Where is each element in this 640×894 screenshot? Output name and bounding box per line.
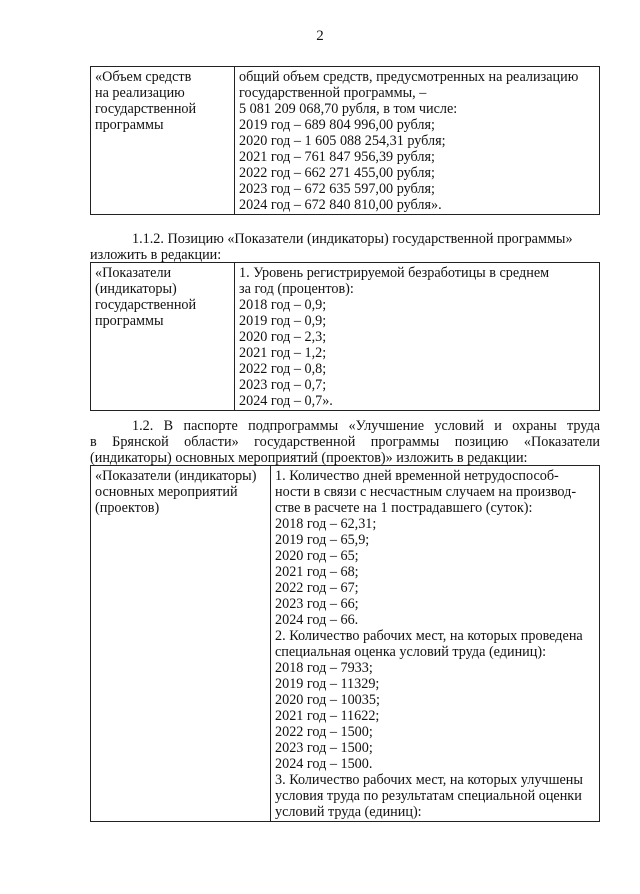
indicators-value-line: 2024 год – 0,7».: [239, 393, 333, 409]
page-number: 2: [316, 28, 324, 44]
funding-value-line: 2023 год – 672 635 597,00 рубля;: [239, 181, 435, 197]
subprogram-value-line: 2018 год – 62,31;: [275, 516, 377, 532]
subprogram-value-line: 2019 год – 65,9;: [275, 532, 370, 548]
funding-label-line: программы: [95, 117, 164, 133]
indicators-row: [91, 263, 600, 411]
indicators-label-line: «Показатели: [95, 265, 172, 281]
paragraph-line: изложить в редакции:: [90, 247, 222, 263]
subprogram-value-line: 2021 год – 68;: [275, 564, 359, 580]
indicators-label-line: программы: [95, 313, 164, 329]
subprogram-value-line: 2023 год – 1500;: [275, 740, 373, 756]
subprogram-indicators-table: [90, 465, 600, 822]
funding-value-line: 2020 год – 1 605 088 254,31 рубля;: [239, 133, 446, 149]
indicators-value-line: 2019 год – 0,9;: [239, 313, 327, 329]
subprogram-value-line: специальная оценка условий труда (единиц):: [275, 644, 547, 660]
subprogram-value-line: 2022 год – 67;: [275, 580, 359, 596]
funding-label-line: на реализацию: [95, 85, 185, 101]
subprogram-value-line: условия труда по результатам специальной оценки: [275, 788, 582, 804]
paragraph-line: 1.2. В паспорте подпрограммы «Улучшение условий и охраны труда: [132, 418, 600, 434]
subprogram-label-cell: [91, 466, 271, 822]
funding-label-line: государственной: [95, 101, 197, 117]
subprogram-value-line: 1. Количество дней временной нетрудоспособ-: [275, 468, 559, 484]
indicators-value-line: 2022 год – 0,8;: [239, 361, 327, 377]
paragraph-line: в Брянской области» государственной программы позицию «Показатели: [90, 434, 600, 450]
indicators-table: [90, 262, 600, 411]
indicators-table-block: [90, 262, 600, 411]
paragraph-1-2: [90, 418, 600, 466]
funding-value-line: общий объем средств, предусмотренных на реализацию: [239, 69, 579, 85]
subprogram-label-line: «Показатели (индикаторы): [95, 468, 257, 484]
funding-value-line: 5 081 209 068,70 рубля, в том числе:: [239, 101, 458, 117]
paragraph-1-1-2: [90, 231, 600, 263]
funding-value-line: 2024 год – 672 840 810,00 рубля».: [239, 197, 442, 213]
funding-label-cell: [91, 67, 235, 215]
indicators-value-line: 2020 год – 2,3;: [239, 329, 327, 345]
funding-label-line: «Объем средств: [95, 69, 192, 85]
paragraph-line: (индикаторы) основных мероприятий (проектов)» изложить в редакции:: [90, 450, 528, 466]
subprogram-value-line: 2022 год – 1500;: [275, 724, 373, 740]
indicators-label-line: государственной: [95, 297, 197, 313]
subprogram-value-line: 2019 год – 11329;: [275, 676, 380, 692]
indicators-value-line: 2023 год – 0,7;: [239, 377, 327, 393]
indicators-value-line: за год (процентов):: [239, 281, 354, 297]
funding-table: [90, 66, 600, 215]
funding-value-line: 2021 год – 761 847 956,39 рубля;: [239, 149, 435, 165]
indicators-value-line: 2018 год – 0,9;: [239, 297, 327, 313]
subprogram-value-line: ности в связи с несчастным случаем на производ-: [275, 484, 577, 500]
subprogram-value-line: 2. Количество рабочих мест, на которых проведена: [275, 628, 583, 644]
indicators-label-cell: [91, 263, 235, 411]
funding-value-line: 2019 год – 689 804 996,00 рубля;: [239, 117, 435, 133]
subprogram-value-line: условий труда (единиц):: [275, 804, 422, 820]
indicators-value-cell: [235, 263, 600, 411]
subprogram-label-line: (проектов): [95, 500, 160, 516]
subprogram-value-line: 3. Количество рабочих мест, на которых улучшены: [275, 772, 583, 788]
funding-table-block: [90, 66, 600, 215]
subprogram-indicators-table-block: [90, 465, 600, 822]
funding-value-cell: [235, 67, 600, 215]
subprogram-value-line: 2020 год – 10035;: [275, 692, 380, 708]
paragraph-line: 1.1.2. Позицию «Показатели (индикаторы) государственной программы»: [132, 231, 573, 247]
indicators-value-line: 2021 год – 1,2;: [239, 345, 327, 361]
subprogram-value-line: 2020 год – 65;: [275, 548, 359, 564]
indicators-value-line: 1. Уровень регистрируемой безработицы в среднем: [239, 265, 550, 281]
subprogram-value-cell: [271, 466, 600, 822]
subprogram-label-line: основных мероприятий: [95, 484, 238, 500]
subprogram-value-line: 2023 год – 66;: [275, 596, 359, 612]
subprogram-value-line: 2024 год – 1500.: [275, 756, 373, 772]
funding-value-line: 2022 год – 662 271 455,00 рубля;: [239, 165, 435, 181]
subprogram-value-line: стве в расчете на 1 пострадавшего (суток):: [275, 500, 533, 516]
subprogram-indicators-row: [91, 466, 600, 822]
indicators-label-line: (индикаторы): [95, 281, 177, 297]
funding-value-line: государственной программы, –: [239, 85, 427, 101]
subprogram-value-line: 2018 год – 7933;: [275, 660, 373, 676]
funding-row: [91, 67, 600, 215]
subprogram-value-line: 2021 год – 11622;: [275, 708, 380, 724]
subprogram-value-line: 2024 год – 66.: [275, 612, 359, 628]
